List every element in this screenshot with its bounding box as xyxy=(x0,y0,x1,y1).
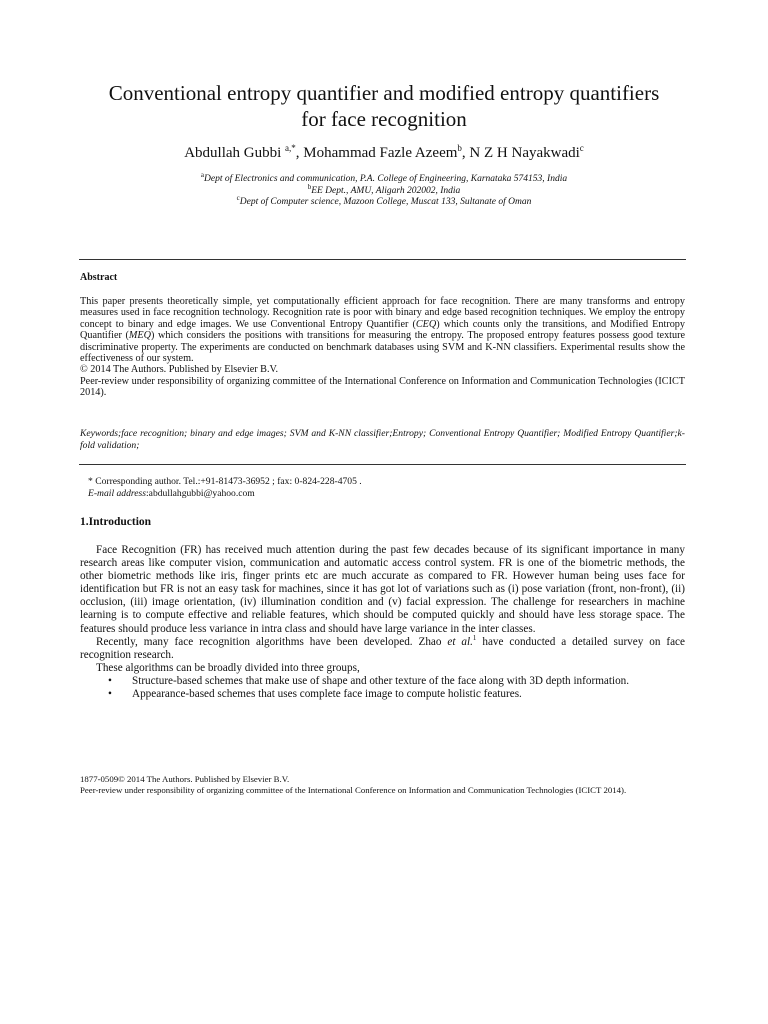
email-address: :abdullahgubbi@yahoo.com xyxy=(146,488,255,499)
abstract-text xyxy=(80,296,685,364)
paper-title xyxy=(60,80,708,132)
list-item-text: Appearance-based schemes that uses complete face image to compute holistic features. xyxy=(132,688,522,701)
author-affiliation-mark: b xyxy=(457,143,462,153)
abstract-text-part: This paper presents theoretically simple, yet computationally efficient approach for face recognition. There are many transforms and entropy measures used in face recognition technology. Recognition rate is poor with binary and edge based recognition techniques. We employ the entropy concept to binary and edge images. We use Conventional Entropy Quantifier ( xyxy=(80,296,685,330)
bullet-icon: • xyxy=(108,688,112,701)
abstract-meq-term: MEQ xyxy=(128,330,151,342)
issn-line: 1877-0509© 2014 The Authors. Published by Elsevier B.V. xyxy=(80,774,290,784)
introduction-body xyxy=(80,544,685,701)
paragraph xyxy=(80,633,685,662)
author-affiliation-mark: a,* xyxy=(285,143,296,153)
bullet-list xyxy=(80,675,685,701)
affiliation-mark: b xyxy=(307,182,312,191)
affiliation-text: Dept of Electronics and communication, P.A. College of Engineering, Karnataka 574153, India xyxy=(204,174,568,184)
affiliation-mark: a xyxy=(200,171,205,179)
author-name: Abdullah Gubbi xyxy=(184,145,282,161)
paragraph-text: Recently, many face recognition algorithms have been developed. Zhao xyxy=(96,635,448,648)
affiliation-text: EE Dept., AMU, Aligarh 202002, India xyxy=(311,185,461,196)
list-item xyxy=(80,675,685,688)
abstract-body xyxy=(80,296,685,399)
publication-note xyxy=(80,774,685,796)
divider xyxy=(79,464,686,465)
author-separator: , xyxy=(461,145,470,161)
affiliation xyxy=(60,182,708,198)
list-item xyxy=(80,688,685,701)
title-line-1: Conventional entropy quantifier and modified entropy quantifiers xyxy=(108,81,660,105)
title-line-2: for face recognition xyxy=(301,107,467,131)
abstract-heading: Abstract xyxy=(80,272,118,283)
affiliation-list xyxy=(60,171,708,209)
affiliation xyxy=(60,194,708,209)
citation-number: 1 xyxy=(472,633,477,642)
bullet-icon: • xyxy=(108,674,112,687)
copyright-line: © 2014 The Authors. Published by Elsevier B.V. xyxy=(80,364,279,376)
author-name: N Z H Nayakwadi xyxy=(469,145,580,161)
keywords: Keywords;face recognition; binary and edge images; SVM and K-NN classifier;Entropy; Conventional Entropy Quantifier; Modified Entropy Quantifier;k-fold validation; xyxy=(80,428,685,451)
paragraph: Face Recognition (FR) has received much attention during the past few decades because of its significant importance in many research areas like computer vision, communication and automatic access control system. FR is one of the biometric methods, the other biometric methods like iris, finger prints etc are much accurate as compared to FR. However human being uses face for identification but FR is not an easy task for machines, since it has got lot of variations such as (i) pose variation (front, non-front), (ii) occlusion, (iii) image orientation, (iv) illumination condition and (v) facial expression. The challenge for researchers in machine learning is to compute effective and reliable features, which should be computed quickly and should have less storage space. The features should produce less variance in intra class and should have large variance in the inter classes. xyxy=(80,544,685,635)
list-item-text: Structure-based schemes that make use of shape and other texture of the face along with 3D depth information. xyxy=(132,674,630,687)
corresponding-author-line: * Corresponding author. Tel.:+91-81473-36952 ; fax: 0-824-228-4705 . xyxy=(88,476,362,487)
abstract-text-part: ) which considers the positions with transitions for measuring the entropy. The proposed entropy features possess good texture discriminative property. The experiments are conducted on benchmark databases using SVM and K-NN classifiers. Experimental results show the effectiveness of our system. xyxy=(80,330,685,365)
author-name: Mohammad Fazle Azeem xyxy=(303,145,458,161)
author-list xyxy=(60,143,708,163)
email-line xyxy=(88,488,685,500)
paragraph-text: have conducted a detailed survey on face recognition research. xyxy=(80,635,685,661)
email-label: E-mail address xyxy=(88,488,147,499)
author-separator: , xyxy=(295,145,304,161)
divider xyxy=(79,259,686,260)
author-affiliation-mark: c xyxy=(579,143,584,153)
peer-review-note: Peer-review under responsibility of organizing committee of the International Conference on Information and Communication Technologies (ICICT 2014). xyxy=(80,785,627,795)
abstract-ceq-term: CEQ xyxy=(415,318,437,330)
corresponding-author-footnote xyxy=(88,476,685,500)
citation-etal: et al. xyxy=(447,635,473,648)
affiliation xyxy=(60,171,708,186)
affiliation-mark: c xyxy=(236,194,240,202)
paragraph: These algorithms can be broadly divided into three groups, xyxy=(96,661,360,674)
affiliation-text: Dept of Computer science, Mazoon College, Muscat 133, Sultanate of Oman xyxy=(239,197,532,207)
peer-review-line: Peer-review under responsibility of organizing committee of the International Conference on Information and Communication Technologies (ICICT 2014). xyxy=(80,375,685,399)
abstract-text-part: ) which counts only the transitions, and Modified Entropy Quantifier ( xyxy=(80,318,685,342)
section-heading-introduction: 1.Introduction xyxy=(80,516,152,528)
